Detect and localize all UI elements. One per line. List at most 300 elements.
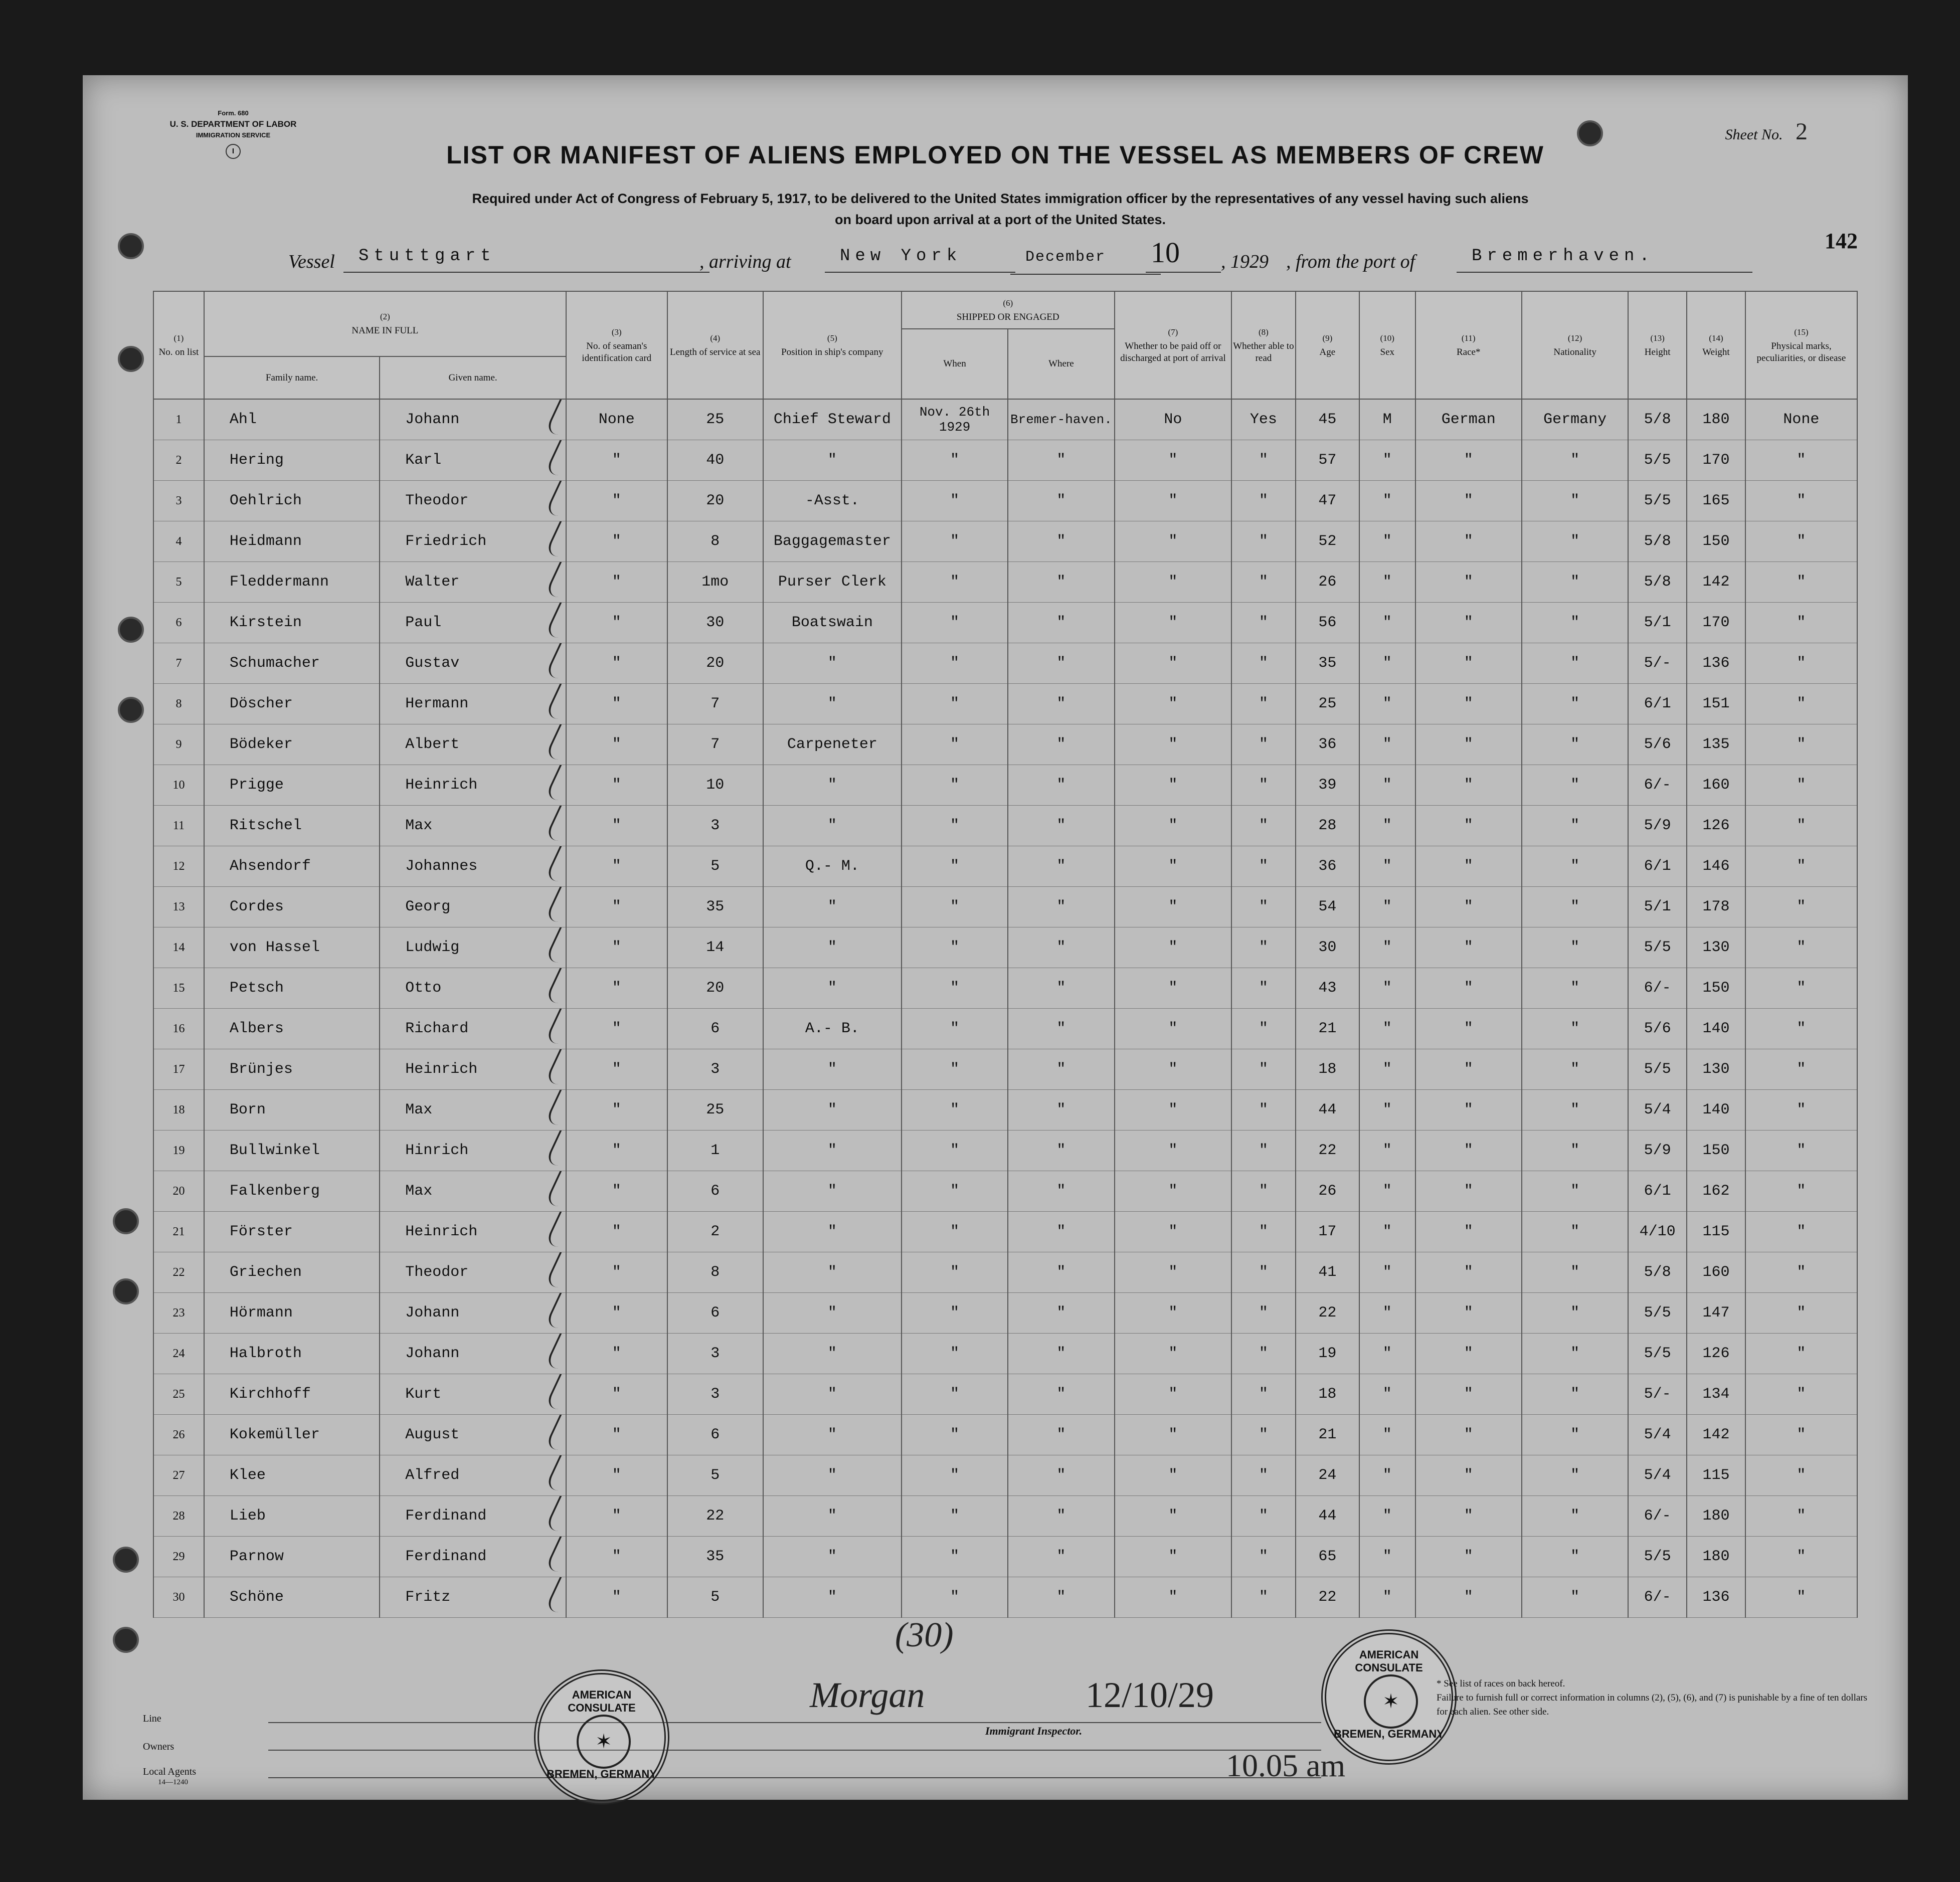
family-name-value: Falkenberg bbox=[229, 1183, 320, 1200]
shipped-where bbox=[1008, 1049, 1114, 1090]
physical-marks bbox=[1745, 1496, 1857, 1537]
shipped-when-value: " bbox=[950, 1101, 960, 1118]
col-header-number: (1) No. on list bbox=[153, 291, 204, 399]
race-value: " bbox=[1464, 1264, 1473, 1281]
age-value: 44 bbox=[1318, 1101, 1337, 1118]
shipped-when-value: " bbox=[950, 614, 960, 631]
row-number bbox=[153, 562, 204, 603]
service-length-value: 7 bbox=[710, 736, 720, 753]
id-card bbox=[566, 1049, 667, 1090]
nationality-value: " bbox=[1570, 1304, 1580, 1322]
id-card-value: " bbox=[612, 1101, 621, 1118]
sex bbox=[1359, 440, 1415, 481]
paid-off bbox=[1115, 1293, 1232, 1334]
col-header-position: (5) Position in ship's company bbox=[763, 291, 902, 399]
age bbox=[1296, 1131, 1359, 1171]
nationality-value: " bbox=[1570, 1020, 1580, 1037]
row-number-value: 27 bbox=[172, 1468, 185, 1482]
age bbox=[1296, 724, 1359, 765]
race bbox=[1415, 521, 1522, 562]
race-value: " bbox=[1464, 736, 1473, 753]
given-name-value: Kurt bbox=[405, 1386, 442, 1403]
row-number-value: 30 bbox=[172, 1590, 185, 1604]
nationality-value: " bbox=[1570, 695, 1580, 712]
table-row bbox=[153, 806, 1857, 846]
row-number-value: 28 bbox=[172, 1509, 185, 1523]
weight-value: 160 bbox=[1702, 777, 1730, 794]
shipped-when-value: " bbox=[950, 1020, 960, 1037]
nationality-value: " bbox=[1570, 1345, 1580, 1362]
family-name bbox=[204, 521, 380, 562]
physical-marks bbox=[1745, 724, 1857, 765]
age bbox=[1296, 643, 1359, 684]
col-header-shipped: (6) SHIPPED OR ENGAGED bbox=[902, 291, 1115, 329]
race-value: " bbox=[1464, 1386, 1473, 1403]
row-number-value: 14 bbox=[172, 940, 185, 954]
sex-value: " bbox=[1382, 574, 1392, 591]
age-value: 43 bbox=[1318, 980, 1337, 997]
shipped-where bbox=[1008, 1455, 1114, 1496]
race-value: " bbox=[1464, 1508, 1473, 1525]
agents-label: Local Agents bbox=[143, 1766, 197, 1777]
id-card-value: " bbox=[612, 1508, 621, 1525]
sex-value: " bbox=[1382, 1467, 1392, 1484]
nationality-value: " bbox=[1570, 898, 1580, 915]
row-number bbox=[153, 1049, 204, 1090]
shipped-where bbox=[1008, 1537, 1114, 1577]
service-length-value: 7 bbox=[710, 695, 720, 712]
row-number bbox=[153, 1415, 204, 1455]
row-number-value: 15 bbox=[172, 981, 185, 995]
paid-off-value: " bbox=[1168, 492, 1178, 509]
paid-off-value: " bbox=[1168, 1020, 1178, 1037]
position bbox=[763, 643, 902, 684]
row-number bbox=[153, 1455, 204, 1496]
given-name-value: Johannes bbox=[405, 858, 478, 875]
sex bbox=[1359, 1049, 1415, 1090]
nationality-value: " bbox=[1570, 817, 1580, 834]
nationality bbox=[1522, 603, 1628, 643]
id-card-value: " bbox=[612, 858, 621, 875]
footnotes bbox=[1437, 1677, 1878, 1719]
id-card bbox=[566, 440, 667, 481]
weight bbox=[1687, 1374, 1745, 1415]
shipped-where-value: " bbox=[1056, 1589, 1066, 1606]
sex-value: " bbox=[1382, 1020, 1392, 1037]
given-name bbox=[380, 1374, 566, 1415]
age-value: 18 bbox=[1318, 1386, 1337, 1403]
able-to-read bbox=[1231, 1212, 1295, 1252]
col-header-where: Where bbox=[1008, 329, 1114, 399]
family-name-value: Parnow bbox=[229, 1548, 284, 1565]
race bbox=[1415, 1496, 1522, 1537]
shipped-where bbox=[1008, 927, 1114, 968]
able-to-read bbox=[1231, 684, 1295, 724]
shipped-where-value: " bbox=[1056, 695, 1066, 712]
able-to-read bbox=[1231, 1049, 1295, 1090]
table-row bbox=[153, 887, 1857, 927]
row-number bbox=[153, 1009, 204, 1049]
family-name-value: Halbroth bbox=[229, 1345, 302, 1362]
row-number bbox=[153, 1334, 204, 1374]
paid-off bbox=[1115, 1049, 1232, 1090]
family-name bbox=[204, 1212, 380, 1252]
shipped-when-value: Nov. 26th 1929 bbox=[919, 405, 990, 435]
physical-marks-value: " bbox=[1797, 1264, 1806, 1281]
physical-marks bbox=[1745, 846, 1857, 887]
row-number-value: 29 bbox=[172, 1550, 185, 1563]
race-value: " bbox=[1464, 817, 1473, 834]
family-name bbox=[204, 1537, 380, 1577]
height bbox=[1628, 684, 1687, 724]
id-card-value: " bbox=[612, 736, 621, 753]
weight-value: 140 bbox=[1702, 1101, 1730, 1118]
weight bbox=[1687, 481, 1745, 521]
nationality-value: " bbox=[1570, 1589, 1580, 1606]
position-value: -Asst. bbox=[805, 492, 859, 509]
family-name-value: Förster bbox=[229, 1223, 293, 1240]
race bbox=[1415, 1415, 1522, 1455]
nationality bbox=[1522, 927, 1628, 968]
arrival-year: , 1929 bbox=[1221, 251, 1269, 272]
row-number-value: 9 bbox=[175, 737, 182, 751]
row-number-value: 4 bbox=[175, 534, 182, 548]
given-name-value: Albert bbox=[405, 736, 460, 753]
service-length-value: 40 bbox=[706, 452, 725, 469]
shipped-when bbox=[902, 927, 1008, 968]
given-name bbox=[380, 1293, 566, 1334]
weight bbox=[1687, 399, 1745, 440]
given-name-value: Alfred bbox=[405, 1467, 460, 1484]
height-value: 6/1 bbox=[1644, 1183, 1671, 1200]
height-value: 5/5 bbox=[1644, 939, 1671, 956]
col-header-height: (13) Height bbox=[1628, 291, 1687, 399]
weight-value: 160 bbox=[1702, 1264, 1730, 1281]
family-name bbox=[204, 724, 380, 765]
shipped-when-value: " bbox=[950, 492, 960, 509]
shipped-when-value: " bbox=[950, 1589, 960, 1606]
given-name-value: August bbox=[405, 1426, 460, 1443]
nationality bbox=[1522, 1009, 1628, 1049]
family-name bbox=[204, 887, 380, 927]
sex-value: " bbox=[1382, 1345, 1392, 1362]
shipped-when-value: " bbox=[950, 736, 960, 753]
age bbox=[1296, 1415, 1359, 1455]
row-number bbox=[153, 927, 204, 968]
service-length-value: 22 bbox=[706, 1508, 725, 1525]
sex bbox=[1359, 1131, 1415, 1171]
given-name-value: Max bbox=[405, 817, 433, 834]
given-name bbox=[380, 1415, 566, 1455]
id-card-value: " bbox=[612, 939, 621, 956]
service-length-value: 5 bbox=[710, 1467, 720, 1484]
table-row bbox=[153, 1455, 1857, 1496]
seal-top-text: AMERICAN CONSULATE bbox=[1355, 1648, 1423, 1674]
id-card-value: " bbox=[612, 1386, 621, 1403]
family-name-value: Ahsendorf bbox=[229, 858, 311, 875]
family-name bbox=[204, 481, 380, 521]
age bbox=[1296, 1252, 1359, 1293]
service-length-value: 25 bbox=[706, 1101, 725, 1118]
paid-off-value: " bbox=[1168, 1142, 1178, 1159]
race bbox=[1415, 1537, 1522, 1577]
id-card bbox=[566, 1090, 667, 1131]
paid-off-value: " bbox=[1168, 1101, 1178, 1118]
physical-marks-value: " bbox=[1797, 858, 1806, 875]
service-length bbox=[667, 806, 763, 846]
physical-marks bbox=[1745, 399, 1857, 440]
family-name-value: Heidmann bbox=[229, 533, 302, 550]
shipped-where-value: " bbox=[1056, 1142, 1066, 1159]
weight bbox=[1687, 562, 1745, 603]
race bbox=[1415, 1131, 1522, 1171]
able-to-read bbox=[1231, 765, 1295, 806]
nationality bbox=[1522, 562, 1628, 603]
shipped-where-value: " bbox=[1056, 1467, 1066, 1484]
physical-marks-value: " bbox=[1797, 1061, 1806, 1078]
weight bbox=[1687, 1577, 1745, 1618]
nationality bbox=[1522, 1577, 1628, 1618]
sex bbox=[1359, 1009, 1415, 1049]
given-name-value: Walter bbox=[405, 574, 460, 591]
sex-value: " bbox=[1382, 736, 1392, 753]
race-value: " bbox=[1464, 695, 1473, 712]
age-value: 35 bbox=[1318, 655, 1337, 672]
shipped-when bbox=[902, 1496, 1008, 1537]
row-number bbox=[153, 1252, 204, 1293]
age-value: 39 bbox=[1318, 777, 1337, 794]
physical-marks bbox=[1745, 1293, 1857, 1334]
able-to-read-value: " bbox=[1259, 1061, 1268, 1078]
col-header-family: Family name. bbox=[204, 356, 380, 399]
id-card bbox=[566, 1334, 667, 1374]
physical-marks-value: " bbox=[1797, 574, 1806, 591]
paid-off-value: " bbox=[1168, 898, 1178, 915]
able-to-read-value: " bbox=[1259, 777, 1268, 794]
id-card bbox=[566, 1537, 667, 1577]
table-row bbox=[153, 1009, 1857, 1049]
weight-value: 146 bbox=[1702, 858, 1730, 875]
shipped-when bbox=[902, 1090, 1008, 1131]
age-value: 26 bbox=[1318, 574, 1337, 591]
nationality-value: " bbox=[1570, 1548, 1580, 1565]
height-value: 5/1 bbox=[1644, 614, 1671, 631]
physical-marks-value: " bbox=[1797, 817, 1806, 834]
nationality-value: Germany bbox=[1543, 411, 1607, 428]
family-name bbox=[204, 603, 380, 643]
sex-value: " bbox=[1382, 980, 1392, 997]
height-value: 6/- bbox=[1644, 777, 1671, 794]
given-name-value: Ludwig bbox=[405, 939, 460, 956]
row-number-value: 11 bbox=[172, 819, 185, 832]
family-name-value: Schumacher bbox=[229, 655, 320, 672]
service-length-value: 3 bbox=[710, 1061, 720, 1078]
row-number-value: 25 bbox=[172, 1387, 185, 1401]
given-name bbox=[380, 643, 566, 684]
position bbox=[763, 1009, 902, 1049]
physical-marks-value: " bbox=[1797, 452, 1806, 469]
id-card-value: " bbox=[612, 533, 621, 550]
nationality bbox=[1522, 399, 1628, 440]
family-name bbox=[204, 765, 380, 806]
race bbox=[1415, 399, 1522, 440]
shipped-where bbox=[1008, 968, 1114, 1009]
sex bbox=[1359, 521, 1415, 562]
nationality bbox=[1522, 724, 1628, 765]
id-card bbox=[566, 846, 667, 887]
service-length bbox=[667, 724, 763, 765]
height bbox=[1628, 1171, 1687, 1212]
nationality-value: " bbox=[1570, 736, 1580, 753]
paid-off-value: No bbox=[1164, 411, 1182, 428]
able-to-read bbox=[1231, 1090, 1295, 1131]
seal-top-text: AMERICAN CONSULATE bbox=[568, 1688, 636, 1714]
id-card-value: " bbox=[612, 574, 621, 591]
weight-value: 130 bbox=[1702, 939, 1730, 956]
family-name-value: Hering bbox=[229, 452, 284, 469]
paid-off bbox=[1115, 968, 1232, 1009]
sex-value: " bbox=[1382, 1548, 1392, 1565]
departure-port: Bremerhaven. bbox=[1457, 247, 1752, 273]
age bbox=[1296, 1577, 1359, 1618]
family-name-value: Fleddermann bbox=[229, 574, 329, 591]
family-name-value: Prigge bbox=[229, 777, 284, 794]
sex bbox=[1359, 1171, 1415, 1212]
height-value: 6/- bbox=[1644, 1508, 1671, 1525]
given-name bbox=[380, 1049, 566, 1090]
weight bbox=[1687, 1455, 1745, 1496]
table-row bbox=[153, 643, 1857, 684]
table-row bbox=[153, 1537, 1857, 1577]
shipped-where-value: " bbox=[1056, 1183, 1066, 1200]
sex bbox=[1359, 765, 1415, 806]
weight-value: 135 bbox=[1702, 736, 1730, 753]
nationality-value: " bbox=[1570, 1101, 1580, 1118]
nationality-value: " bbox=[1570, 574, 1580, 591]
id-card-value: " bbox=[612, 777, 621, 794]
race-value: " bbox=[1464, 980, 1473, 997]
shipped-where bbox=[1008, 765, 1114, 806]
position-value: " bbox=[827, 939, 837, 956]
punch-hole bbox=[113, 1627, 139, 1653]
service-length bbox=[667, 1171, 763, 1212]
weight-value: 150 bbox=[1702, 980, 1730, 997]
inspector-date: 12/10/29 bbox=[1086, 1675, 1214, 1715]
sex-value: " bbox=[1382, 939, 1392, 956]
row-number-value: 18 bbox=[172, 1103, 185, 1116]
shipped-when bbox=[902, 806, 1008, 846]
physical-marks bbox=[1745, 1090, 1857, 1131]
family-name-value: Kokemüller bbox=[229, 1426, 320, 1443]
given-name bbox=[380, 927, 566, 968]
id-card-value: " bbox=[612, 1061, 621, 1078]
from-label: , from the port of bbox=[1286, 251, 1415, 272]
able-to-read-value: " bbox=[1259, 695, 1268, 712]
physical-marks-value: " bbox=[1797, 492, 1806, 509]
shipped-when-value: " bbox=[950, 695, 960, 712]
race bbox=[1415, 927, 1522, 968]
shipped-where-value: " bbox=[1056, 898, 1066, 915]
height bbox=[1628, 887, 1687, 927]
paid-off bbox=[1115, 603, 1232, 643]
physical-marks-value: " bbox=[1797, 1223, 1806, 1240]
service-length bbox=[667, 1415, 763, 1455]
physical-marks bbox=[1745, 1374, 1857, 1415]
age bbox=[1296, 1455, 1359, 1496]
punch-hole bbox=[113, 1547, 139, 1573]
position-value: A.- B. bbox=[805, 1020, 859, 1037]
weight-value: 140 bbox=[1702, 1020, 1730, 1037]
race bbox=[1415, 1009, 1522, 1049]
race bbox=[1415, 1293, 1522, 1334]
shipped-where-value: " bbox=[1056, 817, 1066, 834]
family-name bbox=[204, 1171, 380, 1212]
race-value: " bbox=[1464, 1589, 1473, 1606]
given-name-value: Fritz bbox=[405, 1589, 451, 1606]
sex-value: " bbox=[1382, 614, 1392, 631]
height-value: 6/1 bbox=[1644, 858, 1671, 875]
weight-value: 150 bbox=[1702, 533, 1730, 550]
age-value: 54 bbox=[1318, 898, 1337, 915]
given-name-value: Johann bbox=[405, 1345, 460, 1362]
weight bbox=[1687, 724, 1745, 765]
family-name-value: Ritschel bbox=[229, 817, 302, 834]
id-card bbox=[566, 603, 667, 643]
able-to-read-value: " bbox=[1259, 898, 1268, 915]
physical-marks bbox=[1745, 603, 1857, 643]
able-to-read bbox=[1231, 968, 1295, 1009]
row-number-value: 12 bbox=[172, 859, 185, 873]
given-name bbox=[380, 1131, 566, 1171]
shipped-when bbox=[902, 521, 1008, 562]
id-card-value: " bbox=[612, 1304, 621, 1322]
paid-off bbox=[1115, 1009, 1232, 1049]
paid-off bbox=[1115, 765, 1232, 806]
able-to-read bbox=[1231, 1577, 1295, 1618]
row-number-value: 24 bbox=[172, 1347, 185, 1360]
position bbox=[763, 765, 902, 806]
id-card bbox=[566, 1252, 667, 1293]
physical-marks bbox=[1745, 1537, 1857, 1577]
weight-value: 150 bbox=[1702, 1142, 1730, 1159]
id-card-value: " bbox=[612, 1426, 621, 1443]
table-row bbox=[153, 724, 1857, 765]
age-value: 18 bbox=[1318, 1061, 1337, 1078]
physical-marks bbox=[1745, 1171, 1857, 1212]
nationality bbox=[1522, 643, 1628, 684]
row-number-value: 5 bbox=[175, 575, 182, 589]
physical-marks bbox=[1745, 521, 1857, 562]
service-length-value: 6 bbox=[710, 1426, 720, 1443]
given-name-value: Richard bbox=[405, 1020, 469, 1037]
nationality-value: " bbox=[1570, 1183, 1580, 1200]
shipped-where bbox=[1008, 1131, 1114, 1171]
physical-marks bbox=[1745, 1009, 1857, 1049]
weight bbox=[1687, 603, 1745, 643]
position bbox=[763, 603, 902, 643]
nationality bbox=[1522, 1171, 1628, 1212]
family-name bbox=[204, 562, 380, 603]
row-number bbox=[153, 765, 204, 806]
height bbox=[1628, 1496, 1687, 1537]
given-name-value: Hermann bbox=[405, 695, 469, 712]
height-value: 6/- bbox=[1644, 980, 1671, 997]
physical-marks bbox=[1745, 806, 1857, 846]
line-rule bbox=[268, 1722, 1321, 1723]
able-to-read bbox=[1231, 643, 1295, 684]
row-number-value: 17 bbox=[172, 1062, 185, 1076]
table-row bbox=[153, 1131, 1857, 1171]
